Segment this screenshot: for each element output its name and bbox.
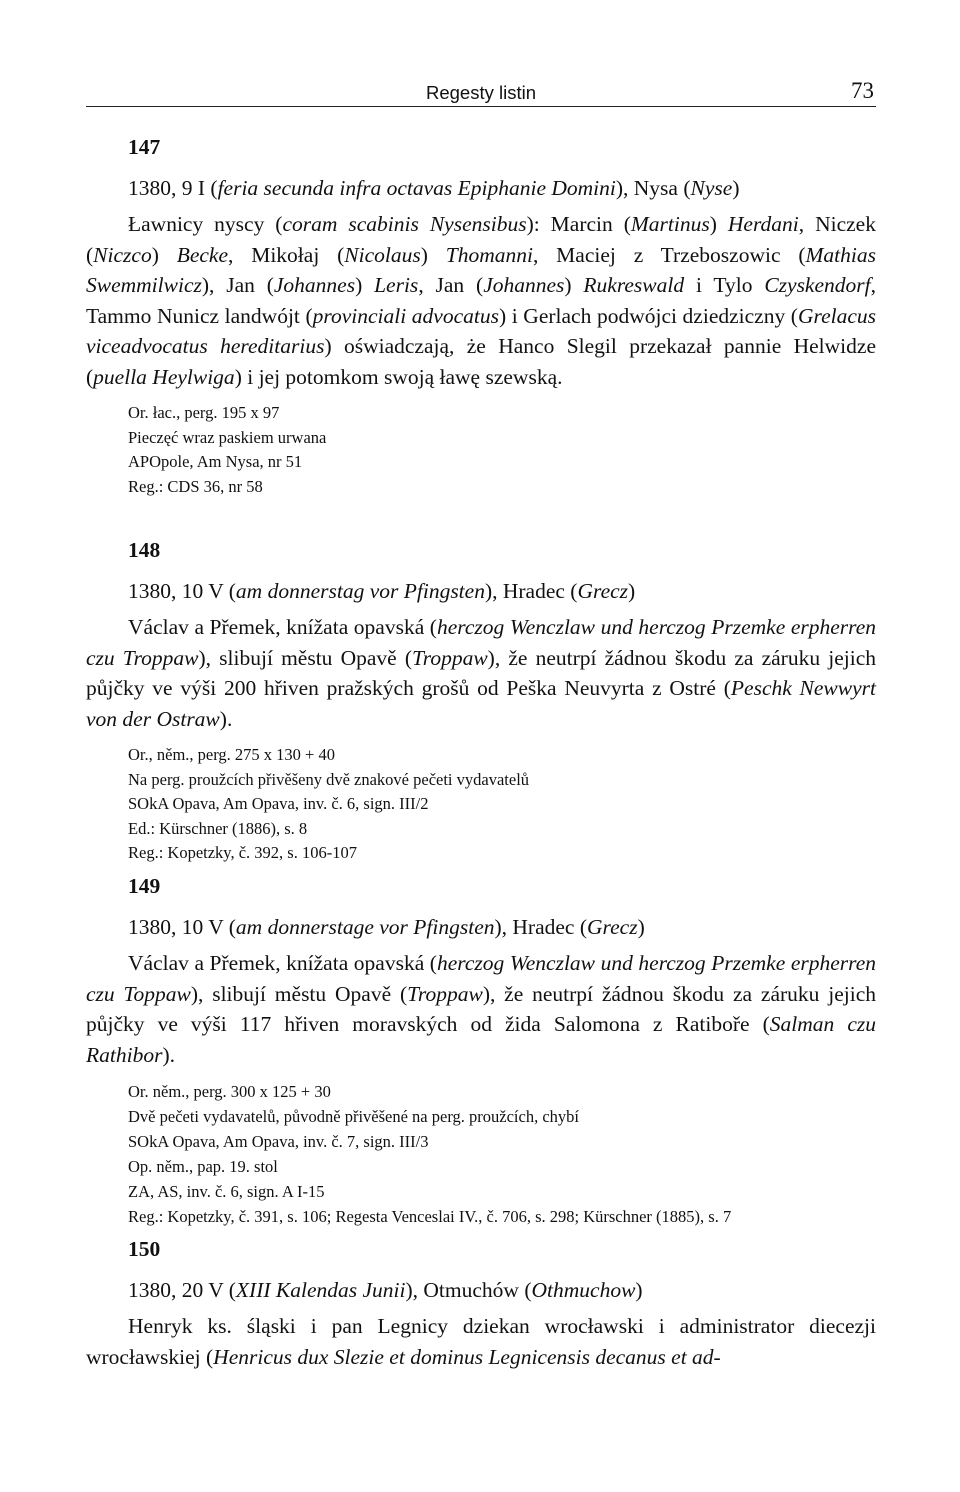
latin-term: Nicolaus (344, 242, 421, 267)
note-line: Or. něm., perg. 300 x 125 + 30 (128, 1082, 331, 1101)
note-line: Dvě pečeti vydavatelů, původně přivěšené na perg. proužcích, chybí (128, 1107, 579, 1126)
note-line: Ed.: Kürschner (1886), s. 8 (128, 818, 308, 838)
note-line: Or. łac., perg. 195 x 97 (128, 403, 280, 422)
regest-entry-149 (86, 873, 876, 1229)
entry-number: 150 (128, 1237, 161, 1261)
latin-term: Niczco (93, 242, 152, 267)
latin-term: puella Heylwiga (93, 364, 235, 389)
latin-term: provinciali advocatus (312, 303, 499, 328)
latin-term: feria secunda infra octavas Epiphanie Domini (217, 176, 616, 200)
latin-term: Herdani (727, 212, 799, 236)
latin-term: Johannes (273, 273, 356, 297)
latin-term: Becke (176, 242, 229, 267)
entry-date: 1380, 10 V (am donnerstag vor Pfingsten), Hradec (Grecz) (128, 579, 636, 603)
latin-term: XIII Kalendas Junii (235, 1278, 406, 1302)
latin-term: herczog Wenczlaw und herczog Przemke erpherren czu Troppaw (86, 615, 876, 670)
entry-number: 149 (128, 874, 161, 898)
latin-term: coram scabinis Nysensibus (282, 212, 527, 236)
running-title: Regesty listin (425, 82, 536, 103)
latin-term: Leris (374, 273, 419, 297)
page-header (86, 80, 876, 107)
note-line: Na perg. proužcích přivěšeny dvě znakové pečeti vydavatelů (128, 769, 530, 789)
entry-number: 148 (128, 538, 161, 562)
note-line: Pieczęć wraz paskiem urwana (128, 427, 327, 447)
entry-notes (128, 1079, 876, 1229)
latin-term: Othmuchow (531, 1278, 636, 1302)
entry-summary: Václav a Přemek, knížata opavská (herczog Wenczlaw und herczog Przemke erpherren czu Toppaw), slibují městu Opavě (Troppaw), že neutrpí žádnou škodu za záruku jejich půjčky ve výši 117 hřiven moravských od žida Salomona z Ratiboře (Salman czu Rathibor). (86, 951, 876, 1067)
document-page (86, 0, 876, 1492)
latin-term: Grelacus viceadvocatus hereditarius (86, 303, 877, 358)
note-line: ZA, AS, inv. č. 6, sign. A I-15 (128, 1182, 325, 1201)
entry-date: 1380, 20 V (XIII Kalendas Junii), Otmuchów (Othmuchow) (128, 1278, 643, 1302)
latin-term: Johannes (483, 273, 565, 297)
entry-date: 1380, 10 V (am donnerstage vor Pfingsten), Hradec (Grecz) (128, 915, 645, 939)
regest-entry-148 (86, 537, 876, 866)
entry-notes (128, 401, 876, 499)
note-line: Reg.: Kopetzky, č. 392, s. 106-107 (128, 843, 357, 862)
latin-term: Czyskendorf (764, 273, 871, 297)
latin-term: Salman czu Rathibor (86, 1012, 876, 1067)
latin-term: herczog Wenczlaw und herczog Przemke erpherren czu Toppaw (86, 951, 876, 1006)
latin-term: Martinus (630, 212, 710, 236)
note-line: APOpole, Am Nysa, nr 51 (128, 452, 303, 471)
page-number: 73 (851, 78, 874, 103)
latin-term: Troppaw (411, 645, 488, 670)
note-line: Reg.: CDS 36, nr 58 (128, 476, 263, 496)
latin-term: Grecz (577, 579, 629, 603)
entry-date: 1380, 9 I (feria secunda infra octavas Epiphanie Domini), Nysa (Nyse) (128, 176, 740, 200)
note-line: Op. něm., pap. 19. stol (128, 1157, 278, 1176)
entry-number: 147 (128, 135, 161, 159)
entry-summary: Ławnicy nyscy (coram scabinis Nysensibus): Marcin (Martinus) Herdani, Niczek (Niczco) Becke, Mikołaj (Nicolaus) Thomanni, Maciej z Trzeboszowic (Mathias Swemmilwicz), Jan (Johannes) Leris, Jan (Johannes) Rukreswald i Tylo Czyskendorf, Tammo Nunicz landwójt (provinciali advocatus) i Gerlach podwójci dziedziczny (Grelacus viceadvocatus hereditarius) oświadczają, że Hanco Slegil przekazał pannie Helwidze (puella Heylwiga) i jej potomkom swoją ławę szewską. (86, 212, 877, 389)
entry-summary: Henryk ks. śląski i pan Legnicy dziekan wrocławski i administrator diecezji wrocławskiej (Henricus dux Slezie et dominus Legnicensis decanus et ad- (86, 1314, 876, 1369)
latin-term: am donnerstag vor Pfingsten (235, 579, 485, 603)
latin-term: Troppaw (407, 981, 483, 1006)
note-line: SOkA Opava, Am Opava, inv. č. 7, sign. III/3 (128, 1132, 429, 1151)
latin-term: Peschk Newwyrt von der Ostraw (86, 676, 876, 731)
note-line: Or., něm., perg. 275 x 130 + 40 (128, 745, 335, 764)
entry-notes (128, 743, 876, 866)
latin-term: Henricus dux Slezie et dominus Legnicensis decanus et ad- (213, 1344, 721, 1369)
latin-term: Grecz (587, 915, 638, 939)
entry-summary: Václav a Přemek, knížata opavská (herczog Wenczlaw und herczog Przemke erpherren czu Troppaw), slibují městu Opavě (Troppaw), že neutrpí žádnou škodu za záruku jejich půjčky ve výši 200 hřiven pražských grošů od Peška Neuvyrta z Ostré (Peschk Newwyrt von der Ostraw). (86, 615, 876, 731)
latin-term: am donnerstage vor Pfingsten (235, 915, 495, 939)
note-line: Reg.: Kopetzky, č. 391, s. 106; Regesta Venceslai IV., č. 706, s. 298; Kürschner (1885), s. 7 (128, 1207, 732, 1226)
regest-entry-150 (86, 1236, 876, 1372)
note-line: SOkA Opava, Am Opava, inv. č. 6, sign. III/2 (128, 794, 429, 813)
latin-term: Thomanni (445, 242, 533, 267)
latin-term: Rukreswald (583, 273, 685, 297)
latin-term: Nyse (690, 176, 733, 200)
regest-entry-147 (86, 134, 876, 499)
latin-term: Mathias Swemmilwicz (86, 242, 876, 297)
